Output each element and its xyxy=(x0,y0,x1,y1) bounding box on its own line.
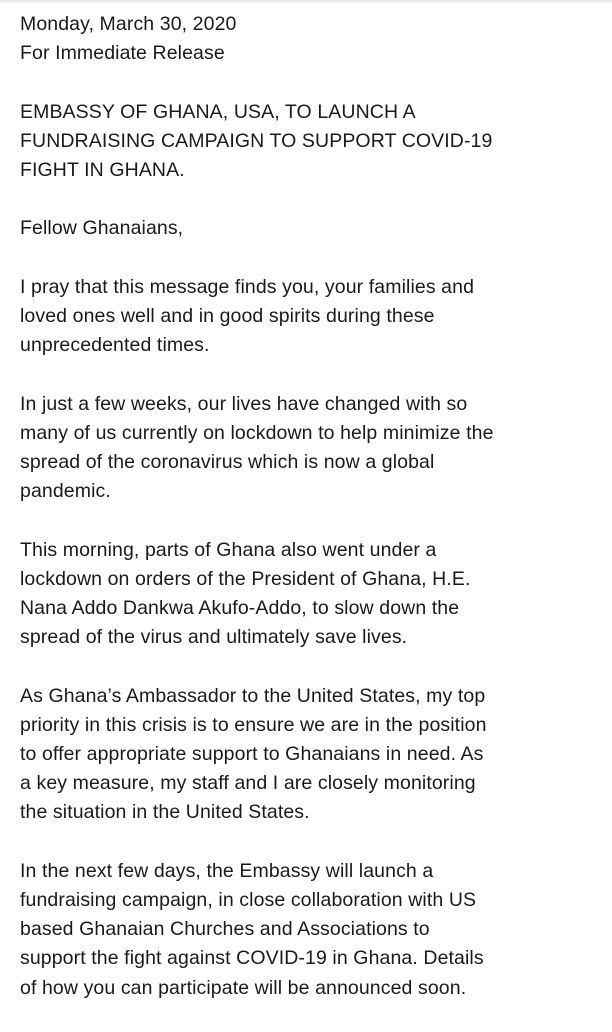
release-header xyxy=(20,10,604,68)
paragraph-fundraising: In the next few days, the Embassy will launch a fundraising campaign, in close collaboration with US based Ghanaian Churches and Associations to support the fight against COVID-19 in Ghana. Details of how you can participate will be announced soon. xyxy=(20,859,484,999)
paragraph-ambassador: As Ghana’s Ambassador to the United States, my top priority in this crisis is to ensure we are in the position to offer appropriate support to Ghanaians in need. As a key measure, my staff and I are closely monitoring the situation in the United States. xyxy=(20,684,487,824)
headline: EMBASSY OF GHANA, USA, TO LAUNCH A FUNDRAISING CAMPAIGN TO SUPPORT COVID-19 FIGHT IN GHANA. xyxy=(20,100,493,181)
press-release-document xyxy=(20,10,604,1032)
release-note: For Immediate Release xyxy=(20,42,225,65)
salutation: Fellow Ghanaians, xyxy=(20,217,184,240)
top-divider xyxy=(0,0,612,4)
paragraph-greeting: I pray that this message finds you, your families and loved ones well and in good spirits during these unprecedented times. xyxy=(20,275,475,357)
release-date: Monday, March 30, 2020 xyxy=(20,13,237,35)
paragraph-ghana-lockdown: This morning, parts of Ghana also went under a lockdown on orders of the President of Ghana, H.E. Nana Addo Dankwa Akufo-Addo, to slow down the spread of the virus and ultimately save lives. xyxy=(20,538,471,649)
paragraph-lockdown: In just a few weeks, our lives have changed with so many of us currently on lockdown to help minimize the spread of the coronavirus which is now a global pandemic. xyxy=(20,392,494,503)
